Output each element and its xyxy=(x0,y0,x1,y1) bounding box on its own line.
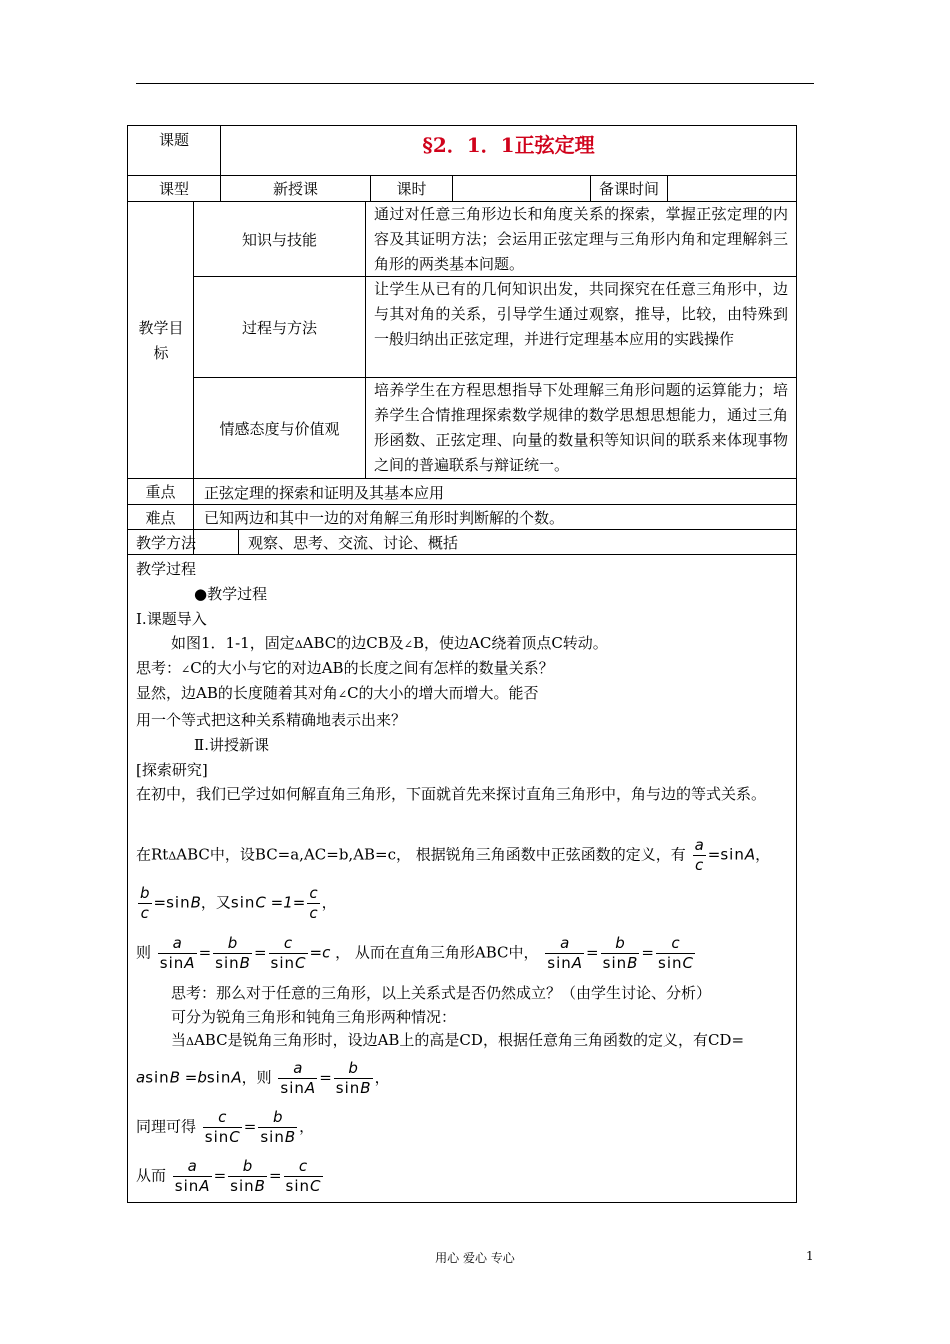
footer-slogan: 用心 爱心 专心 xyxy=(435,1251,515,1265)
right-triangle-result-line: 则 $\frac{a}{\sin A}$ = $\frac{b}{\sin B}$ = $\frac{c}{\sin C}$ =c ， 从而在直角三角形ABC中， $\frac{a}{\sin A}$ = $\frac{b}{\sin B}$ = $\frac{c}{\sin C}$ xyxy=(136,934,693,972)
label-key-point: 重点 xyxy=(145,483,176,501)
header-rule xyxy=(136,83,814,84)
process-heading: 教学过程 xyxy=(136,560,197,578)
label-difficulty: 难点 xyxy=(145,508,176,527)
label-method: 教学方法 xyxy=(136,534,197,552)
acute-case-line: 当ΔABC是锐角三角形时，设边AB上的高是CD，根据任意角三角函数的定义，有CD= xyxy=(171,1031,745,1049)
intro-paragraph: 如图1．1-1，固定ΔABC的边CB及∠B，使边AC绕着顶点C转动。 xyxy=(171,634,608,652)
lesson-plan-table xyxy=(127,125,797,1203)
junior-paragraph: 在初中，我们已学过如何解直角三角形，下面就首先来探讨直角三角形中，角与边的等式关系。 xyxy=(136,785,767,803)
label-prep-time: 备课时间 xyxy=(598,180,659,198)
process-bullet-heading: ●教学过程 xyxy=(194,585,268,603)
objective-name-process: 过程与方法 xyxy=(241,318,317,337)
cases-line: 可分为锐角三角形和钝角三角形两种情况： xyxy=(171,1008,457,1026)
objective-name-knowledge: 知识与技能 xyxy=(241,230,317,249)
label-objectives: 教学目 标 xyxy=(138,319,184,362)
objective-text-values: 培养学生在方程思想指导下处理解三角形问题的运算能力；培养学生合情推理探索数学规律的数学思想思想能力，通过三角形函数、正弦定理、向量的数量积等知识间的联系来体现事物之间的普遍联系与辩证统一。 xyxy=(374,381,788,474)
obvious-statement: 显然，边AB的长度随着其对角∠C的大小的增大而增大。能否 xyxy=(136,684,539,702)
think-question-1: 思考：∠C的大小与它的对边AB的长度之间有怎样的数量关系？ xyxy=(136,659,554,677)
objective-text-process: 让学生从已有的几何知识出发，共同探究在任意三角形中，边与其对角的关系，引导学生通过观察，推导，比较，由特殊到一般归纳出正弦定理，并进行定理基本应用的实践操作 xyxy=(374,280,788,348)
key-point-text: 正弦定理的探索和证明及其基本应用 xyxy=(204,484,445,502)
method-text: 观察、思考、交流、讨论、概括 xyxy=(248,534,459,552)
page-number: 1 xyxy=(806,1249,814,1263)
difficulty-text: 已知两边和其中一边的对角解三角形时判断解的个数。 xyxy=(204,509,565,527)
lesson-type-value: 新授课 xyxy=(272,180,318,198)
explore-label: [探索研究] xyxy=(136,761,208,779)
label-topic: 课题 xyxy=(158,130,189,149)
sinB-sinC-line: $\frac{b}{c}$ =sinB，又sinC =1= $\frac{c}{c}$ ， xyxy=(140,884,337,922)
label-lesson-type: 课型 xyxy=(158,180,189,198)
cd-equation-line: asinB =bsinA，则 $\frac{a}{\sin A}$ = $\frac{b}{\sin B}$ ， xyxy=(136,1059,390,1097)
label-hours: 课时 xyxy=(396,180,427,198)
thus-line: 从而 $\frac{a}{\sin A}$ = $\frac{b}{\sin B}$ = $\frac{c}{\sin C}$ xyxy=(136,1157,321,1195)
express-question: 用一个等式把这种关系精确地表示出来？ xyxy=(136,711,407,729)
objective-name-values: 情感态度与价值观 xyxy=(219,419,340,438)
section-new-lesson-heading: Ⅱ.讲授新课 xyxy=(194,736,269,754)
similarly-line: 同理可得 $\frac{c}{\sin C}$ = $\frac{b}{\sin B}$ ， xyxy=(136,1108,315,1146)
page-title: §2．1．1正弦定理 xyxy=(422,133,595,157)
section-intro-heading: Ⅰ.课题导入 xyxy=(136,610,207,628)
think-question-2: 思考：那么对于任意的三角形，以上关系式是否仍然成立？（由学生讨论、分析） xyxy=(171,984,712,1002)
right-triangle-definition: 在RtΔABC中，设BC=a,AC=b,AB=c， 根据锐角三角函数中正弦函数的定义，有 $\frac{a}{c}$ =sinA， xyxy=(136,836,771,874)
objective-text-knowledge: 通过对任意三角形边长和角度关系的探索，掌握正弦定理的内容及其证明方法；会运用正弦定理与三角形内角和定理解斜三角形的两类基本问题。 xyxy=(374,205,788,273)
